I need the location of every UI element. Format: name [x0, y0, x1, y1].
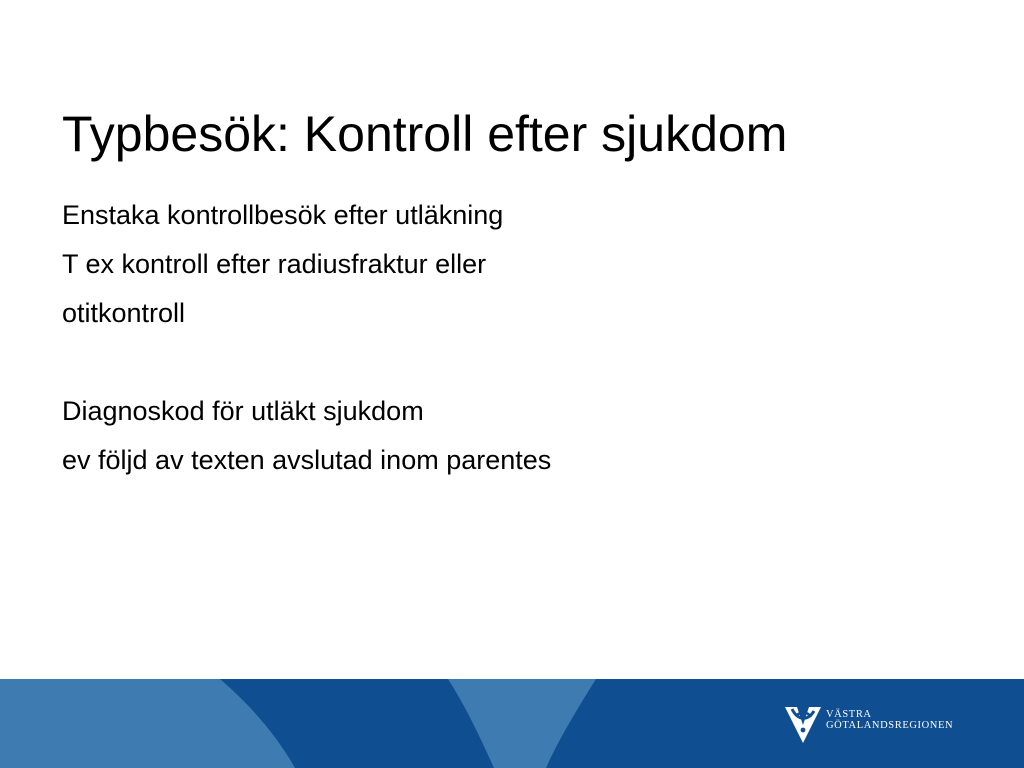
- vastra-gotalandsregionen-logo-icon: [784, 703, 822, 743]
- slide-body: [62, 191, 551, 485]
- logo-text-line1: VÄSTRA: [826, 709, 872, 720]
- body-line: ev följd av texten avslutad inom parentes: [62, 445, 552, 475]
- body-line-blank: [62, 338, 551, 387]
- body-line: Diagnoskod för utläkt sjukdom: [62, 396, 424, 426]
- logo-text-line2: GÖTALANDSREGIONEN: [826, 720, 954, 731]
- body-line: T ex kontroll efter radiusfraktur eller: [62, 249, 487, 279]
- body-line: otitkontroll: [62, 298, 186, 328]
- slide-title: Typbesök: Kontroll efter sjukdom: [62, 106, 788, 162]
- body-line: Enstaka kontrollbesök efter utläkning: [62, 200, 504, 230]
- logo-text: [826, 709, 953, 731]
- organization-logo: [784, 703, 953, 743]
